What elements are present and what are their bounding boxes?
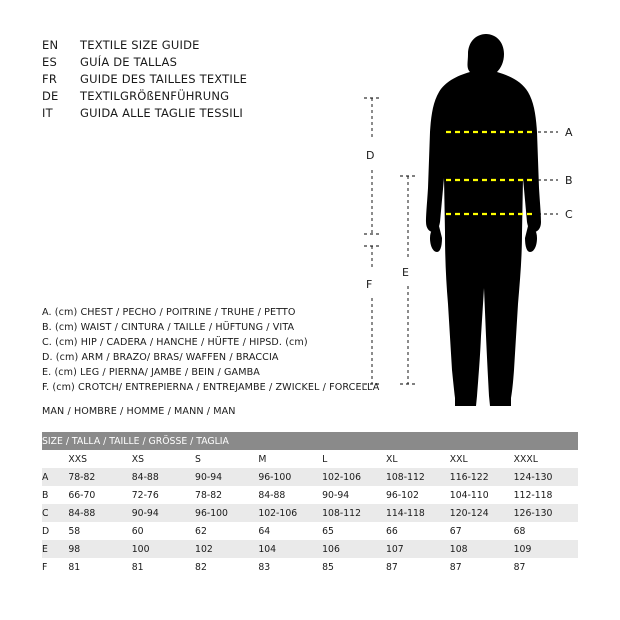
row-label: E [42, 540, 68, 558]
legend-line-e: E. (cm) LEG / PIERNA/ JAMBE / BEIN / GAMBA [42, 367, 260, 379]
table-header-label: SIZE / TALLA / TAILLE / GRÖSSE / TAGLIA [42, 432, 578, 450]
cell: 90-94 [132, 504, 195, 522]
legend-line-c: C. (cm) HIP / CADERA / HANCHE / HÜFTE / HIPSD. (cm) [42, 337, 308, 349]
cell: 98 [68, 540, 131, 558]
table-row [42, 486, 578, 504]
column-header-s: S [195, 450, 258, 468]
cell: 116-122 [450, 468, 514, 486]
legend-line-d: D. (cm) ARM / BRAZO/ BRAS/ WAFFEN / BRACCIA [42, 352, 279, 364]
cell: 87 [450, 558, 514, 576]
cell: 84-88 [258, 486, 322, 504]
cell: 62 [195, 522, 258, 540]
cell: 90-94 [195, 468, 258, 486]
label-f: F [366, 278, 373, 291]
column-header-xxl: XXL [450, 450, 514, 468]
column-header-xl: XL [386, 450, 450, 468]
arm-dimension [364, 98, 380, 234]
cell: 96-100 [195, 504, 258, 522]
cell: 100 [132, 540, 195, 558]
column-header-m: M [258, 450, 322, 468]
cell: 82 [195, 558, 258, 576]
cell: 102-106 [258, 504, 322, 522]
label-a: A [565, 126, 573, 139]
cell: 68 [514, 522, 578, 540]
cell: 96-102 [386, 486, 450, 504]
cell: 112-118 [514, 486, 578, 504]
cell: 102 [195, 540, 258, 558]
language-title-block [42, 38, 362, 123]
language-row [42, 72, 362, 86]
language-title: GUIDE DES TAILLES TEXTILE [80, 72, 248, 86]
legend-line-b: B. (cm) WAIST / CINTURA / TAILLE / HÜFTUNG / VITA [42, 322, 295, 334]
cell: 81 [68, 558, 131, 576]
language-row [42, 38, 362, 52]
table-row [42, 558, 578, 576]
row-label: D [42, 522, 68, 540]
table-row [42, 504, 578, 522]
cell: 78-82 [195, 486, 258, 504]
language-row [42, 106, 362, 120]
body-figure [360, 18, 610, 418]
cell: 108-112 [386, 468, 450, 486]
language-code: EN [42, 38, 59, 52]
column-header-xxs: XXS [68, 450, 131, 468]
size-table [42, 432, 578, 576]
cell: 102-106 [322, 468, 386, 486]
language-code: ES [42, 55, 57, 69]
cell: 107 [386, 540, 450, 558]
cell: 84-88 [68, 504, 131, 522]
cell: 85 [322, 558, 386, 576]
language-code: DE [42, 89, 59, 103]
cell: 84-88 [132, 468, 195, 486]
table-column-header-row [42, 450, 578, 468]
cell: 72-76 [132, 486, 195, 504]
label-c: C [565, 208, 573, 221]
legend-line-f: F. (cm) CROTCH/ ENTREPIERNA / ENTREJAMBE / ZWICKEL / FORCELLA [42, 382, 380, 394]
table-header-row [42, 432, 578, 450]
cell: 87 [514, 558, 578, 576]
cell: 64 [258, 522, 322, 540]
leg-dimension [400, 176, 416, 384]
cell: 87 [386, 558, 450, 576]
legend-gender: MAN / HOMBRE / HOMME / MANN / MAN [42, 405, 236, 417]
cell: 109 [514, 540, 578, 558]
legend-spacer [42, 396, 402, 404]
column-header-xxxl: XXXL [514, 450, 578, 468]
cell: 126-130 [514, 504, 578, 522]
table-row [42, 540, 578, 558]
table-row [42, 468, 578, 486]
language-row [42, 89, 362, 103]
cell: 66 [386, 522, 450, 540]
language-row [42, 55, 362, 69]
cell: 90-94 [322, 486, 386, 504]
table-row [42, 522, 578, 540]
cell: 66-70 [68, 486, 131, 504]
cell: 58 [68, 522, 131, 540]
language-title: GUIDA ALLE TAGLIE TESSILI [80, 106, 244, 120]
cell: 78-82 [68, 468, 131, 486]
row-label: A [42, 468, 68, 486]
legend-line-a: A. (cm) CHEST / PECHO / POITRINE / TRUHE / PETTO [42, 307, 296, 318]
language-title: TEXTILE SIZE GUIDE [80, 38, 200, 52]
label-d: D [366, 149, 375, 162]
crotch-dimension [364, 246, 380, 384]
cell: 124-130 [514, 468, 578, 486]
cell: 60 [132, 522, 195, 540]
cell: 108 [450, 540, 514, 558]
row-label: B [42, 486, 68, 504]
row-label: C [42, 504, 68, 522]
language-title: TEXTILGRÖßENFÜHRUNG [80, 89, 230, 103]
language-title: GUÍA DE TALLAS [80, 55, 178, 69]
column-header-xs: XS [132, 450, 195, 468]
column-header-l: L [322, 450, 386, 468]
measurement-legend [42, 305, 402, 419]
label-e: E [402, 266, 409, 279]
language-code: FR [42, 72, 58, 86]
silhouette-shape [426, 34, 541, 406]
cell: 104 [258, 540, 322, 558]
cell: 104-110 [450, 486, 514, 504]
cell: 120-124 [450, 504, 514, 522]
cell: 83 [258, 558, 322, 576]
cell: 67 [450, 522, 514, 540]
label-b: B [565, 174, 573, 187]
row-label: F [42, 558, 68, 576]
column-header-blank [42, 450, 68, 468]
cell: 108-112 [322, 504, 386, 522]
cell: 106 [322, 540, 386, 558]
cell: 96-100 [258, 468, 322, 486]
cell: 65 [322, 522, 386, 540]
cell: 114-118 [386, 504, 450, 522]
size-table-wrap [42, 432, 578, 576]
language-code: IT [42, 106, 53, 120]
cell: 81 [132, 558, 195, 576]
